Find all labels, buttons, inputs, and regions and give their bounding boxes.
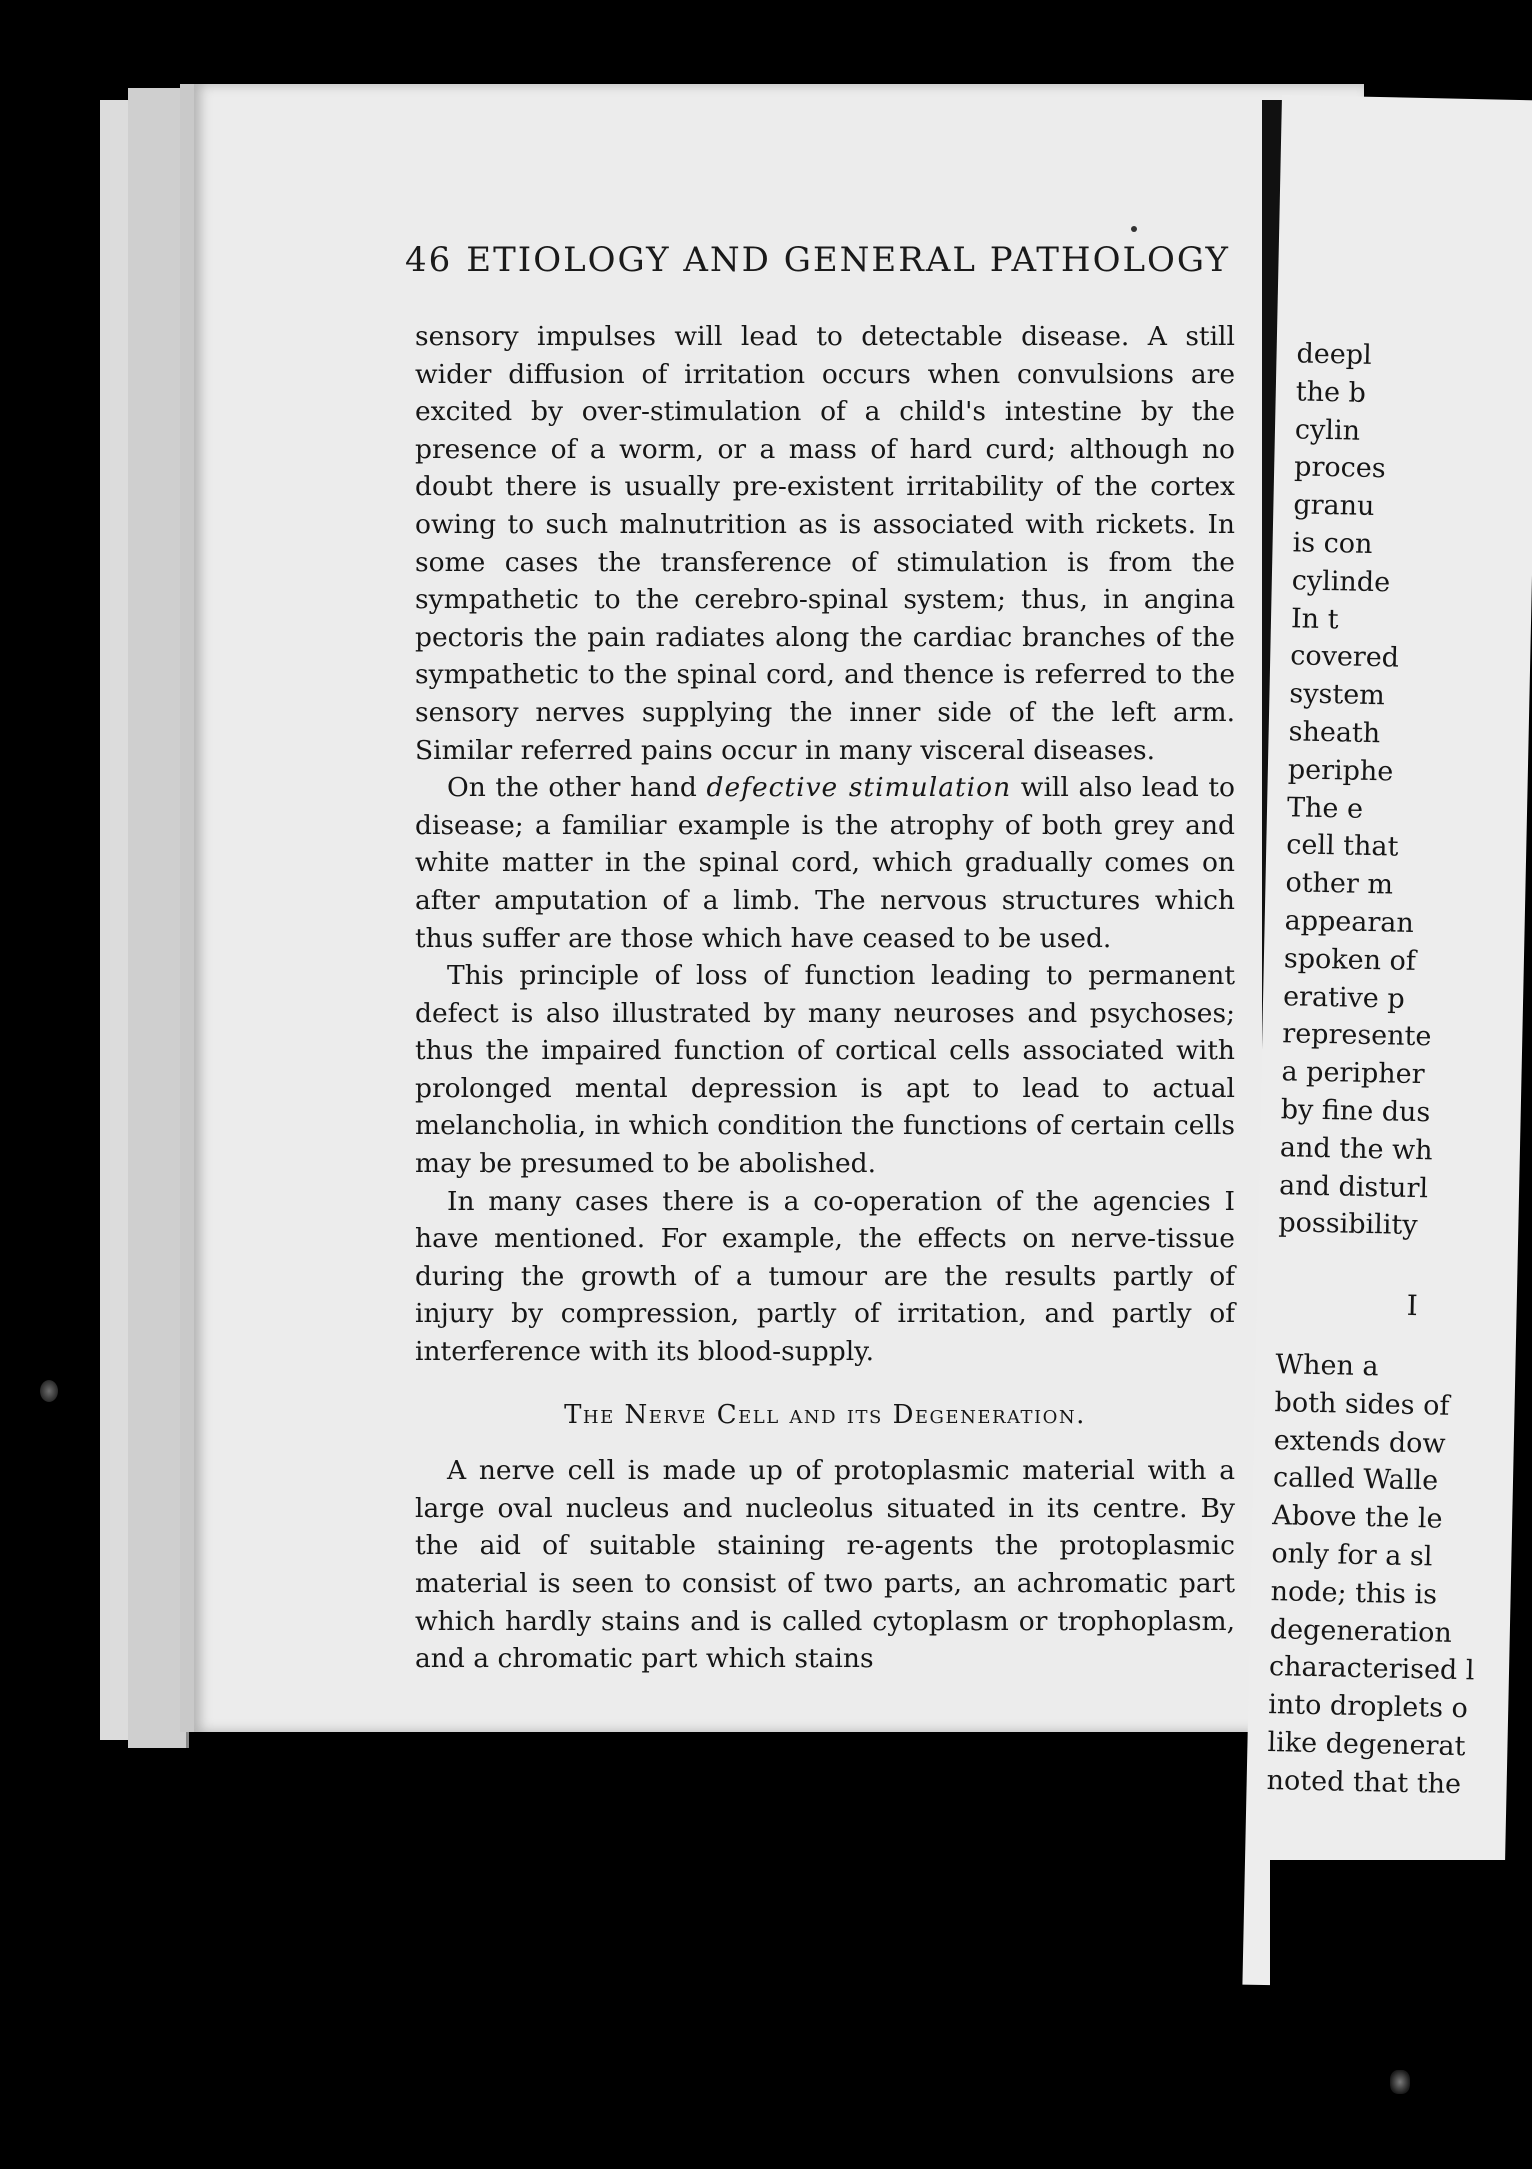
- right-page-line: periphe: [1287, 754, 1394, 788]
- right-page-line: deepl: [1296, 338, 1373, 371]
- right-page-heading-fragment: I: [1406, 1289, 1419, 1323]
- right-page-line: When a: [1275, 1349, 1379, 1383]
- right-page-line: cell that: [1285, 829, 1399, 863]
- right-page-line: represente: [1282, 1018, 1432, 1053]
- left-page-body: [415, 318, 1235, 1678]
- right-page-line: system: [1289, 678, 1386, 712]
- right-page-line: by fine dus: [1280, 1094, 1431, 1129]
- right-page-text: [1266, 335, 1532, 1805]
- ink-dot: [1131, 226, 1137, 232]
- paragraph: This principle of loss of function leading to permanent defect is also illustrated by many neuroses and psychoses; thus the impaired function of cortical cells associated with prolonged mental depression is apt to lead to actual melancholia, in which condition the functions of certain cells may be presumed to be abolished.: [415, 960, 1235, 1180]
- right-page-line: granu: [1293, 489, 1375, 523]
- right-page-line: cylinde: [1291, 565, 1391, 599]
- right-page-line: like degenerat: [1267, 1726, 1466, 1763]
- paragraph: sensory impulses will lead to detectable disease. A still wider diffusion of irritation occurs when convulsions are excited by over-stimulation of a child's intestine by the presence of a worm, or a mass of hard curd; although no doubt there is usually pre-existent irritability of the cortex owing to such malnutrition as is associated with rickets. In some cases the transference of stimulation is from the sympathetic to the cerebro-spinal system; thus, in angina pectoris the pain radiates along the cardiac branches of the sympathetic to the spinal cord, and thence is referred to the sensory nerves supplying the inner side of the left arm. Similar referred pains occur in many visceral diseases.: [415, 321, 1235, 766]
- right-page-line: noted that the: [1266, 1764, 1462, 1800]
- page-number: 46: [405, 240, 453, 280]
- dust-speck: [1390, 2070, 1410, 2094]
- right-page-line: extends dow: [1273, 1424, 1446, 1460]
- right-page-line: Above the le: [1271, 1500, 1443, 1535]
- right-page-line: both sides of: [1274, 1386, 1450, 1422]
- paragraph: In many cases there is a co-operation of the agencies I have mentioned. For example, the effects on nerve-tissue during the growth of a tumour are the results partly of injury by compression, partly of irritation, and partly of interference with its blood-supply.: [415, 1185, 1235, 1368]
- dust-speck: [40, 1380, 58, 1402]
- right-page-line: a peripher: [1281, 1056, 1425, 1091]
- right-page-lines-top: [1278, 335, 1532, 1248]
- right-page-line: the b: [1295, 376, 1367, 409]
- right-page-line: and disturl: [1278, 1169, 1429, 1204]
- right-page-line: and the wh: [1279, 1131, 1433, 1167]
- right-page-line: cylin: [1294, 413, 1361, 447]
- paragraph-text: will also lead to disease; a familiar example is the atrophy of both grey and white matter in the spinal cord, which gradually comes on after amputation of a limb. The nervous structures which thus suffer are those which have ceased to be used.: [415, 772, 1235, 954]
- right-page-line: only for a sl: [1271, 1538, 1433, 1573]
- right-page-line: In t: [1290, 602, 1339, 635]
- right-page-line: characterised l: [1268, 1651, 1475, 1687]
- right-page-line: called Walle: [1272, 1462, 1439, 1497]
- right-page-line: degeneration: [1269, 1613, 1453, 1649]
- background-shadow: [1270, 1860, 1532, 1990]
- running-header: [405, 240, 1230, 280]
- emphasized-phrase: defective stimulation: [706, 772, 1012, 804]
- right-page-line: is con: [1292, 527, 1373, 560]
- right-page-line: erative p: [1282, 980, 1406, 1015]
- running-title: ETIOLOGY AND GENERAL PATHOLOGY: [466, 240, 1230, 280]
- right-page-line: spoken of: [1283, 942, 1417, 977]
- right-book-page: [1242, 95, 1532, 1990]
- right-page-line: sheath: [1288, 716, 1381, 750]
- right-page-line: The e: [1286, 791, 1364, 825]
- right-page-lines-bottom: [1266, 1346, 1532, 1806]
- right-page-line: into droplets o: [1267, 1689, 1469, 1725]
- paragraph: [415, 769, 1235, 957]
- right-page-line: other m: [1285, 867, 1394, 901]
- right-page-line: appearan: [1284, 905, 1415, 939]
- right-page-line: possibility: [1278, 1207, 1418, 1242]
- section-heading: The Nerve Cell and its Degeneration.: [564, 1399, 1086, 1430]
- paragraph-text: On the other hand: [447, 772, 707, 804]
- paragraph: A nerve cell is made up of protoplasmic material with a large oval nucleus and nucleolus situated in its centre. By the aid of suitable staining re-agents the protoplasmic material is seen to consist of two parts, an achromatic part which hardly stains and is called cytoplasm or trophoplasm, and a chromatic part which stains: [415, 1455, 1235, 1675]
- right-page-line: node; this is: [1270, 1575, 1438, 1611]
- right-page-line: covered: [1289, 640, 1400, 674]
- right-page-line: proces: [1293, 451, 1386, 485]
